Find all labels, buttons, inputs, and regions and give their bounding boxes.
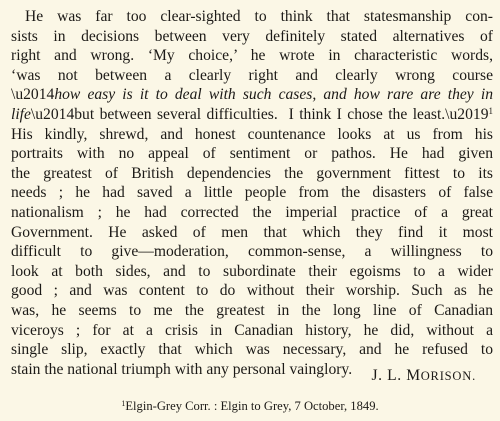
paragraph-line: look at both sides, and to subordinate their egoisms to a wider — [11, 262, 493, 280]
paragraph-line: right and wrong. ‘My choice,’ he wrote in characteristic words, — [11, 47, 493, 65]
paragraph-line: ‘was not between a clearly right and clearly wrong course — [11, 66, 493, 84]
author-surname: ORISON. — [420, 369, 476, 383]
paragraph-line: needs ; he had saved a little people from the disasters of false — [11, 184, 493, 202]
author-signature — [371, 367, 476, 385]
paragraph-line: Government. He asked of men that which they find it most — [11, 223, 493, 241]
paragraph-line: good ; and was content to do without their worship. Such as he — [11, 282, 493, 300]
paragraph-line: single slip, exactly that which was necessary, and he refused to — [11, 341, 493, 359]
paragraph-line: viceroys ; for at a crisis in Canadian history, he did, without a — [11, 321, 493, 339]
footnote-mark: 1 — [121, 399, 126, 408]
footnote — [0, 399, 500, 414]
footnote-ref[interactable]: 1 — [488, 105, 493, 116]
paragraph-line: was, he seems to me the greatest in the long line of Canadian — [11, 301, 493, 319]
paragraph-line: portraits with no appeal of sentiment or pathos. He had given — [11, 145, 493, 163]
paragraph-line-italic: \u2014how easy is it to deal with such cases, and how rare are they in — [11, 86, 493, 104]
paragraph-line: the greatest of British dependencies the government fittest to its — [11, 164, 493, 182]
footnote-text: Elgin-Grey Corr. : Elgin to Grey, 7 October, 1849. — [125, 399, 379, 413]
paragraph-line: sists in decisions between very definitely stated alternatives of — [11, 27, 493, 45]
paragraph-line: stain the national triumph with any personal vainglory. — [11, 360, 353, 378]
paragraph-line: He was far too clear-sighted to think that statesmanship con- — [25, 8, 493, 25]
paragraph-line: nationalism ; he had corrected the imperial practice of a great — [11, 203, 493, 221]
paragraph-line: His kindly, shrewd, and honest countenance looks at us from his — [11, 125, 493, 143]
italic-quote: how easy is it to deal with such cases, and how rare are they in — [54, 86, 493, 104]
paragraph-line-footnoted: life\u2014but between several difficulties. I think I chose the least.\u2019$^1$ — [11, 105, 493, 123]
main-paragraph — [11, 7, 493, 379]
author-initials: J. L. M — [371, 367, 421, 384]
paragraph-line: difficult to give—moderation, common-sense, a willingness to — [11, 243, 493, 261]
italic-quote-end: life — [11, 105, 31, 123]
